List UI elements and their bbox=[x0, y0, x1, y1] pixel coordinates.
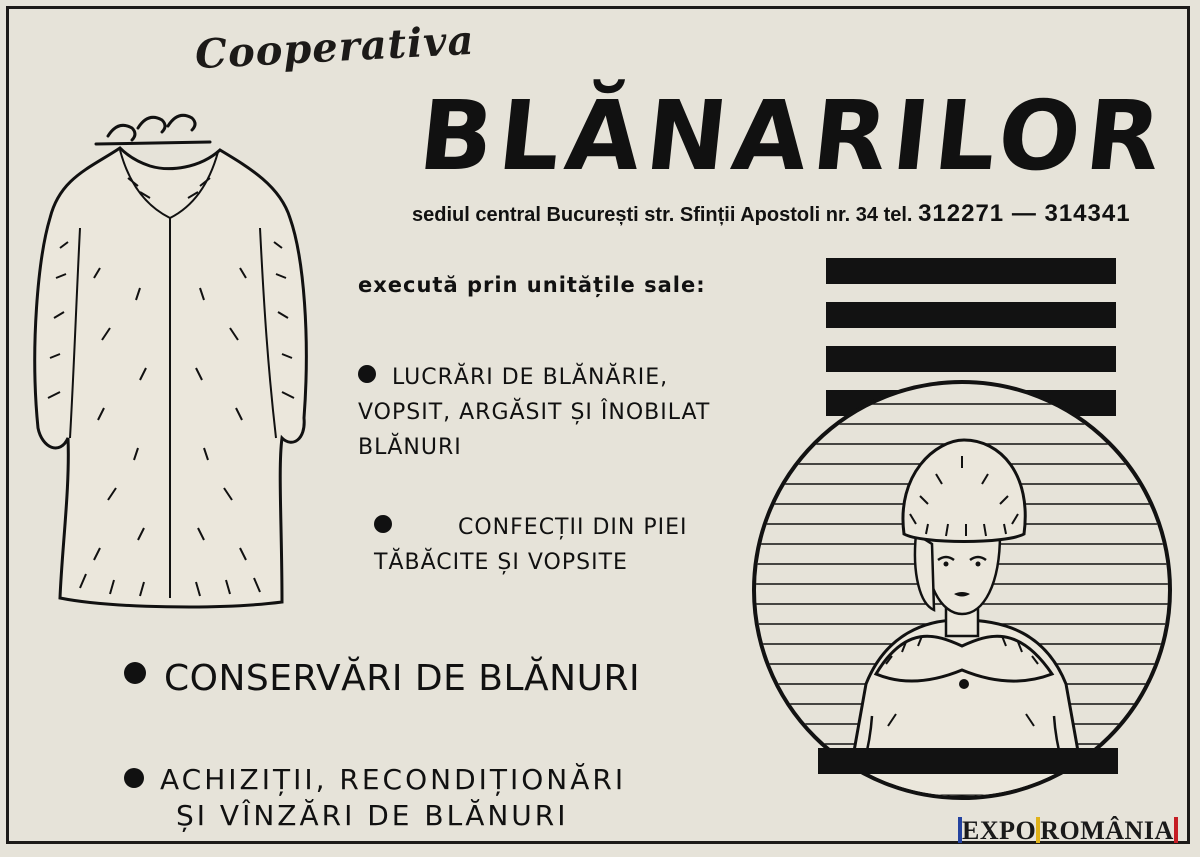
service-line: VOPSIT, ARGĂSIT ȘI ÎNOBILAT bbox=[358, 400, 711, 425]
decorative-bar bbox=[818, 748, 1118, 774]
bullet-icon bbox=[124, 662, 146, 684]
logo-stripe bbox=[1174, 817, 1178, 843]
bullet-icon bbox=[124, 768, 144, 788]
brand-title: BLĂNARILOR bbox=[414, 80, 1173, 192]
service-item-garments bbox=[374, 510, 754, 580]
service-line: CONSERVĂRI DE BLĂNURI bbox=[164, 658, 641, 699]
decorative-bar bbox=[826, 302, 1116, 328]
address-text: sediul central București str. Sfinții Apostoli nr. 34 tel. bbox=[412, 204, 913, 226]
watermark-right: ROMÂNIA bbox=[1040, 816, 1174, 845]
service-line: CONFECȚII DIN PIEI bbox=[458, 515, 688, 540]
decorative-bar bbox=[826, 346, 1116, 372]
service-line: BLĂNURI bbox=[358, 435, 462, 460]
decorative-bar bbox=[826, 258, 1116, 284]
bullet-icon bbox=[358, 365, 376, 383]
phone-numbers: 312271 — 314341 bbox=[918, 200, 1131, 227]
cooperative-label: Cooperativa bbox=[193, 16, 476, 79]
service-line: TĂBĂCITE ȘI VOPSITE bbox=[374, 550, 628, 575]
service-line: LUCRĂRI DE BLĂNĂRIE, bbox=[392, 365, 669, 390]
fur-coat-illustration bbox=[20, 108, 320, 618]
intro-text: execută prin unitățile sale: bbox=[358, 273, 706, 297]
service-line: ȘI VÎNZĂRI DE BLĂNURI bbox=[176, 799, 569, 832]
decorative-bars-bottom bbox=[818, 748, 1118, 794]
service-item-conservation bbox=[124, 658, 640, 699]
service-item-acquisitions bbox=[124, 762, 626, 834]
service-line: ACHIZIȚII, RECONDIȚIONĂRI bbox=[160, 763, 627, 796]
portrait-circle bbox=[752, 380, 1172, 800]
address-line bbox=[412, 200, 1131, 228]
watermark-left: EXPO bbox=[962, 816, 1037, 845]
service-item-furriery bbox=[358, 360, 758, 465]
expo-romania-watermark bbox=[958, 816, 1178, 846]
woman-in-fur-illustration bbox=[756, 384, 1168, 796]
bullet-icon bbox=[374, 515, 392, 533]
